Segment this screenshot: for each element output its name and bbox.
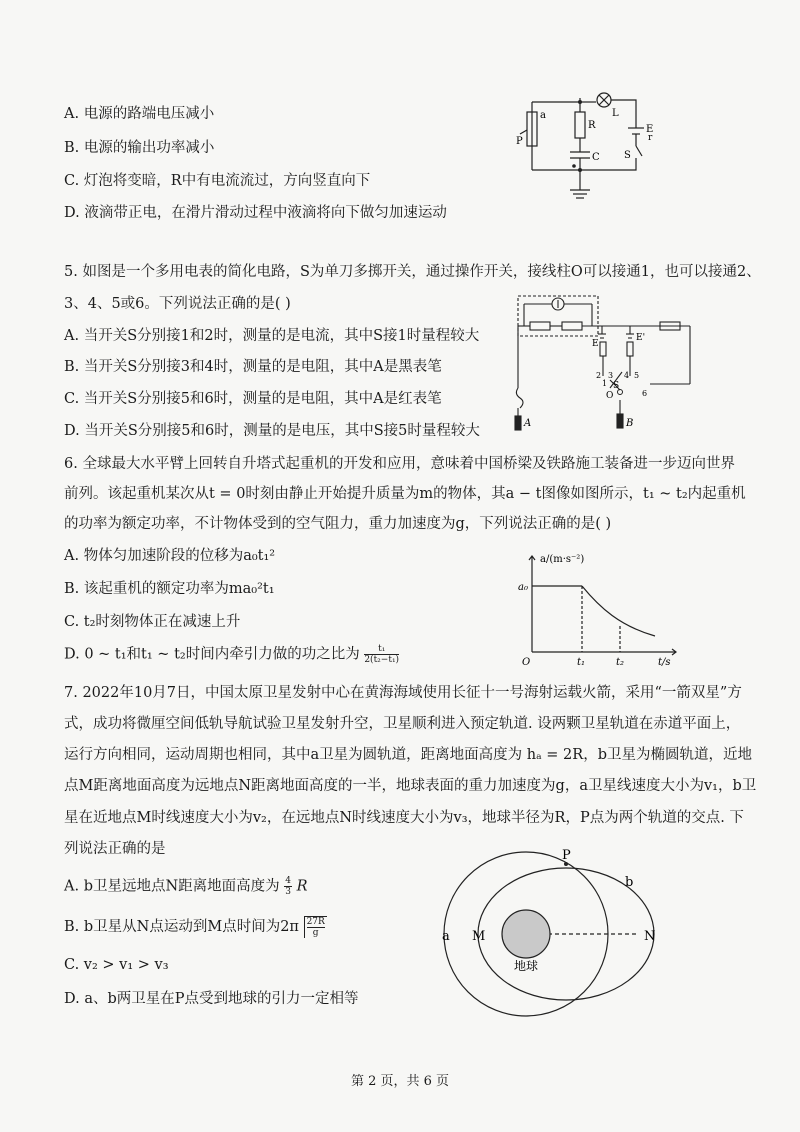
q7-option-d: D. a、b两卫星在P点受到地球的引力一定相等 [64,991,359,1007]
q4-option-a: A. 电源的路端电压减小 [64,106,215,122]
q5-stem-line2: 3、4、5或6。下列说法正确的是( ) [64,296,291,312]
q6-option-a: A. 物体匀加速阶段的位移为a₀t₁² [64,548,276,564]
q7-option-b [64,916,327,938]
q5-option-b: B. 当开关S分别接3和4时，测量的是电阻，其中A是黑表笔 [64,359,442,375]
q7-option-b-sqrt [304,916,327,938]
q5-fig-label-1: 1 [602,379,608,388]
q7-stem-line2: 式，成功将微厘空间低轨导航试验卫星发射升空，卫星顺利进入预定轨道. 设两颗卫星轨道在赤道平面上， [64,716,741,732]
q6-fig-a0: a₀ [518,582,528,593]
q5-option-a: A. 当开关S分别接1和2时，测量的是电流，其中S接1时量程较大 [64,328,480,344]
q6-option-d [64,644,399,665]
q5-fig-label-6: 6 [642,389,648,398]
q7-option-a-text: A. b卫星远地点N距离地面高度为 [64,878,280,895]
q7-option-b-numerator: 27R [306,917,325,927]
q6-fig-origin: O [522,657,531,668]
q6-at-graph [510,548,685,670]
q4-fig-label-a: a [540,110,546,121]
q7-option-c: C. v₂ > v₁ > v₃ [64,957,169,973]
q7-option-a [64,876,308,897]
q7-fig-label-p: P [562,848,571,863]
q5-fig-label-e: E [592,339,599,349]
q7-option-b-denominator: g [312,928,319,938]
q7-option-a-fraction [284,876,292,897]
q5-fig-label-s: S [613,381,620,391]
q6-fig-xlabel: t/s [658,657,671,668]
q4-option-b: B. 电源的输出功率减小 [64,140,215,156]
q5-fig-label-a: A [524,418,532,429]
q5-fig-label-4: 4 [624,371,630,380]
q4-fig-label-p: P [516,136,523,147]
q7-fig-label-a: a [442,929,450,944]
q6-option-d-numerator: t₁ [364,644,399,655]
q5-stem-line1: 5. 如图是一个多用电表的简化电路，S为单刀多掷开关，通过操作开关，接线柱O可以接通1，也可以接通2、 [64,264,761,280]
q4-option-d: D. 液滴带正电，在滑片滑动过程中液滴将向下做匀加速运动 [64,205,447,221]
q7-fig-label-earth: 地球 [514,959,539,973]
q7-stem-line4: 点M距离地面高度为远地点N距离地面高度的一半，地球表面的重力加速度为g，a卫星线速度大小为v₁，b卫 [64,778,757,794]
q7-fig-label-n: N [644,929,656,944]
q4-option-c: C. 灯泡将变暗，R中有电流流过，方向竖直向下 [64,173,371,189]
q7-stem-line1: 7. 2022年10月7日，中国太原卫星发射中心在黄海海域使用长征十一号海射运载火箭，采用“一箭双星”方 [64,685,742,701]
q7-option-a-denominator: 3 [285,887,292,897]
q7-stem-line6: 列说法正确的是 [64,841,166,857]
q7-fig-label-b: b [625,875,634,890]
page-footer: 第 2 页，共 6 页 [350,1074,450,1089]
q6-stem-line3: 的功率为额定功率，不计物体受到的空气阻力，重力加速度为g，下列说法正确的是( ) [64,516,612,532]
q4-fig-label-r-internal: r [648,133,653,143]
q6-option-d-denominator: 2(t₂−t₁) [364,655,400,665]
q7-option-a-unit: R [296,878,308,895]
q6-stem-line2: 前列。该起重机某次从t = 0时刻由静止开始提升质量为m的物体，其a − t图像如图所示，t₁ ~ t₂内起重机 [64,486,746,502]
q4-fig-label-l: L [612,108,619,119]
q5-fig-label-2: 2 [596,371,602,380]
q7-fig-label-m: M [472,929,486,944]
q7-stem-line3: 运行方向相同，运动周期也相同，其中a卫星为圆轨道，距离地面高度为 hₐ = 2R，b卫星为椭圆轨道，近地 [64,747,752,763]
q4-fig-label-s: S [624,150,631,161]
q5-fig-label-5: 5 [634,371,640,380]
q4-circuit-figure [508,88,668,210]
q6-option-b: B. 该起重机的额定功率为ma₀²t₁ [64,581,275,597]
q5-fig-label-o: O [606,391,614,401]
q7-option-a-numerator: 4 [285,876,292,886]
q7-stem-line5: 星在近地点M时线速度大小为v₂，在远地点N时线速度大小为v₃，地球半径为R，P点为两个轨道的交点. 下 [64,810,744,826]
q6-fig-t1: t₁ [577,657,586,668]
q7-orbit-figure [436,846,676,1026]
q6-fig-ylabel: a/(m·s⁻²) [540,554,585,565]
q4-fig-label-c: C [592,152,600,163]
q5-option-c: C. 当开关S分别接5和6时，测量的是电阻，其中A是红表笔 [64,391,442,407]
q6-option-c: C. t₂时刻物体正在减速上升 [64,614,241,630]
q5-option-d: D. 当开关S分别接5和6时，测量的是电压，其中S接5时量程较大 [64,423,480,439]
q5-fig-label-e-prime: E' [636,333,646,343]
q6-option-d-fraction [364,644,399,665]
q7-option-b-text: B. b卫星从N点运动到M点时间为2π [64,919,299,935]
q4-fig-label-e: E [646,124,654,135]
q5-fig-label-3: 3 [608,371,614,380]
q5-multimeter-figure [510,288,700,433]
q6-stem-line1: 6. 全球最大水平臂上回转自升塔式起重机的开发和应用，意味着中国桥梁及铁路施工装备进一步迈向世界 [64,456,735,472]
q6-fig-t2: t₂ [616,657,625,668]
q5-fig-label-b: B [626,418,634,429]
q4-fig-label-r: R [588,120,596,131]
q6-option-d-text: D. 0 ~ t₁和t₁ ~ t₂时间内牵引力做的功之比为 [64,646,360,663]
